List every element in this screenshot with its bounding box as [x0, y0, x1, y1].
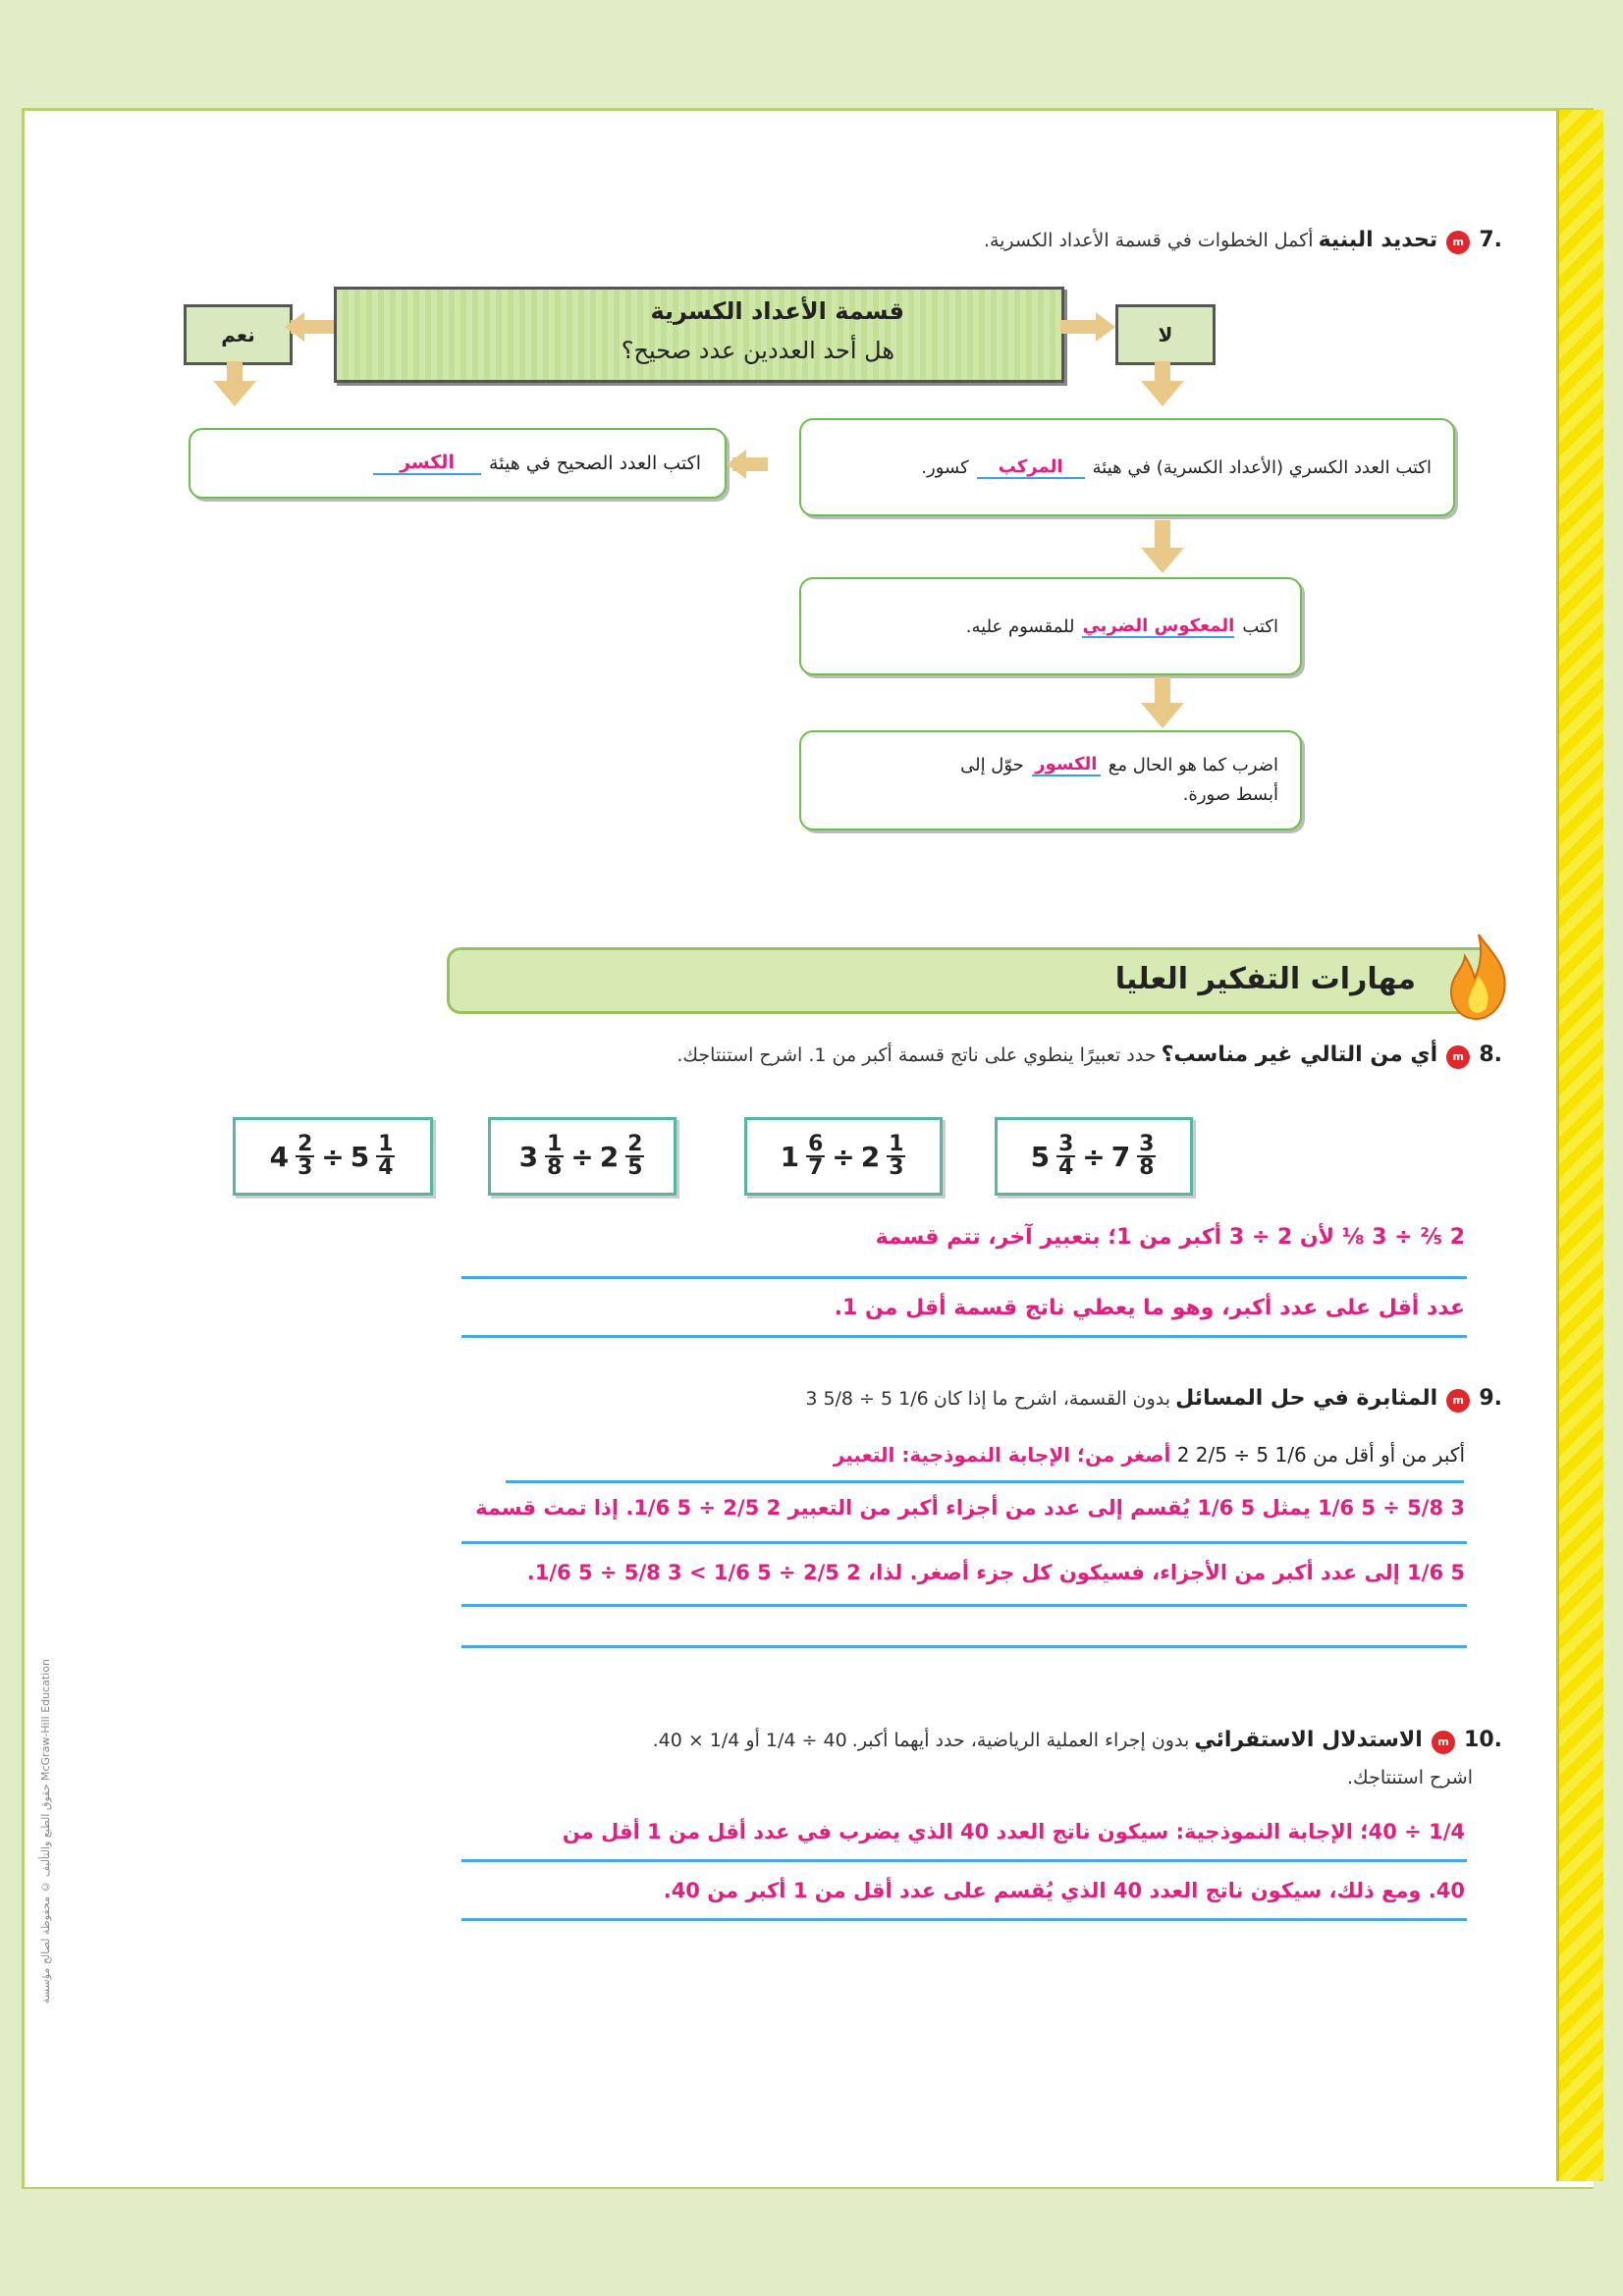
q7-title: تحديد البنية [1318, 228, 1438, 252]
whole: 5 [350, 1140, 370, 1173]
m-icon: m [1446, 1389, 1470, 1413]
flow-box-3 [799, 730, 1302, 830]
q8-number: .8 [1479, 1042, 1502, 1067]
q9-line-2 [550, 1443, 1465, 1467]
arrow-yes-stem [227, 361, 243, 383]
answer-rule [461, 1918, 1467, 1921]
q8-title: أي من التالي غير مناسب؟ [1161, 1042, 1438, 1067]
fraction: $\frac{3}{8}$ [1139, 1132, 1155, 1180]
q8-option-1[interactable] [233, 1117, 433, 1196]
fraction: $\frac{1}{3}$ [889, 1132, 904, 1180]
q8-header [432, 1042, 1502, 1069]
arrow-3-head [1141, 703, 1184, 728]
q9-answer-line-1: 3 5/8 ÷ 5 1/6 يمثل 5 1/6 يُقسم إلى عدد من أجزاء أكبر من التعبير 2 2/5 ÷ 5 1/6. إذا تمت قسمة [475, 1496, 1465, 1520]
q7-header [550, 228, 1502, 254]
flow-box-no [799, 418, 1455, 516]
q10-number: .10 [1464, 1728, 1502, 1752]
m-icon: m [1446, 1045, 1470, 1069]
q8-answer-line-1 [461, 1225, 1465, 1250]
arrow-no-head [1141, 381, 1184, 406]
flame-icon [1443, 931, 1514, 1021]
fraction: $\frac{1}{8}$ [547, 1132, 563, 1180]
m-icon: m [1432, 1731, 1455, 1754]
answer-rule [461, 1859, 1467, 1862]
arrow-right-head [1096, 312, 1115, 342]
q9-title: المثابرة في حل المسائل [1175, 1386, 1438, 1411]
flow-box-no-post: كسور. [921, 456, 969, 478]
flow-box-2-post: للمقسوم عليه. [965, 615, 1075, 637]
arrow-mid-head [727, 450, 746, 479]
arrow-right-shaft [1060, 320, 1100, 334]
q10-title: الاستدلال الاستقرائي [1194, 1728, 1423, 1752]
q10-answer-line-1: 1/4 ÷ 40؛ الإجابة النموذجية: سيكون ناتج العدد 40 الذي يضرب في عدد أقل من 1 أقل من [562, 1820, 1465, 1843]
copyright-credit: حقوق الطبع والتأليف © محفوظة لصالح مؤسسة McGraw-Hill Education [39, 1659, 52, 2004]
q8-option-3[interactable] [744, 1117, 943, 1196]
flow-main-title: قسمة الأعداد الكسرية [650, 297, 904, 325]
flow-box-yes-answer: الكسر [373, 452, 481, 475]
flow-box-3-text: اضرب كما هو الحال مع [1108, 755, 1278, 775]
whole: 2 [860, 1140, 881, 1173]
flow-box-3-line2: أبسط صورة. [1182, 784, 1278, 805]
q10-text-math: 40 ÷ 1/4 أو 1/4 × 40. [652, 1730, 847, 1751]
whole: 3 [518, 1140, 539, 1173]
answer-rule [461, 1541, 1467, 1544]
flow-box-no-text: اكتب العدد الكسري (الأعداد الكسرية) في هيئة [1092, 456, 1432, 478]
arrow-no-stem [1155, 361, 1170, 383]
flow-main-box [334, 287, 1064, 383]
flow-box-3-post: حوّل إلى [960, 755, 1024, 775]
flow-box-yes-text: اكتب العدد الصحيح في هيئة [489, 453, 701, 474]
fraction: $\frac{1}{4}$ [378, 1132, 394, 1180]
flow-box-2-answer: المعكوس الضربي [1082, 614, 1235, 636]
q8-answer-line-2: عدد أقل على عدد أكبر، وهو ما يعطي ناتج قسمة أقل من 1. [834, 1296, 1465, 1320]
divide-sign: ÷ [832, 1140, 855, 1173]
flow-box-no-answer: المركب [977, 456, 1085, 479]
flow-box-yes [189, 428, 727, 499]
fraction: $\frac{2}{5}$ [627, 1132, 643, 1180]
answer-rule [461, 1645, 1467, 1648]
m-icon: m [1446, 231, 1470, 254]
divide-sign: ÷ [570, 1140, 594, 1173]
flow-box-2-text: اكتب [1242, 615, 1278, 637]
whole: 5 [1030, 1140, 1051, 1173]
q9-line2-answer: أصغر من؛ الإجابة النموذجية: التعبير [833, 1443, 1171, 1467]
divide-sign: ÷ [321, 1140, 345, 1173]
q10-header [461, 1728, 1502, 1754]
arrow-yes-head [213, 381, 256, 406]
q9-text-math: 3 5/8 ÷ 5 1/6 [805, 1388, 929, 1410]
whole: 4 [269, 1140, 290, 1173]
flow-no-box: لا [1115, 304, 1216, 365]
arrow-2-head [1141, 548, 1184, 573]
answer-rule [506, 1480, 1464, 1483]
q8-answer-text-1: لأن 2 ÷ 3 أكبر من 1؛ بتعبير آخر، تتم قسمة [875, 1225, 1335, 1250]
flow-box-3-answer: الكسور [1032, 754, 1101, 776]
arrow-2-stem [1155, 520, 1170, 550]
flow-yes-box: نعم [184, 304, 293, 365]
section-title: مهارات التفكير العليا [1114, 962, 1416, 996]
answer-rule [461, 1276, 1467, 1279]
arrow-left-head [285, 312, 304, 342]
flow-main-question: هل أحد العددين عدد صحيح؟ [621, 337, 894, 364]
q7-number: .7 [1479, 228, 1502, 252]
fraction: $\frac{6}{7}$ [808, 1132, 824, 1180]
fraction: $\frac{2}{3}$ [298, 1132, 313, 1180]
q8-option-2[interactable] [488, 1117, 676, 1196]
q10-line-2: اشرح استنتاجك. [1347, 1767, 1473, 1789]
q8-answer-math: 2 ⅖ ÷ 3 ⅛ [1341, 1225, 1465, 1250]
q9-number: .9 [1479, 1386, 1502, 1411]
answer-rule [461, 1335, 1467, 1338]
q10-text: بدون إجراء العملية الرياضية، حدد أيهما أكبر. [851, 1730, 1190, 1751]
q8-option-4[interactable] [995, 1117, 1193, 1196]
q9-line2-text: أكبر من أو أقل من [1313, 1443, 1465, 1467]
divide-sign: ÷ [1082, 1140, 1106, 1173]
q9-answer-line-2: 5 1/6 إلى عدد أكبر من الأجزاء، فسيكون كل جزء أصغر. لذا، 2 2/5 ÷ 5 1/6 > 3 5/8 ÷ 5 1/6. [526, 1561, 1465, 1584]
q9-line2-math: 2 2/5 ÷ 5 1/6 [1176, 1443, 1307, 1467]
q9-text: بدون القسمة، اشرح ما إذا كان [933, 1388, 1171, 1410]
answer-rule [461, 1604, 1467, 1607]
section-banner [447, 947, 1495, 1014]
q7-text: أكمل الخطوات في قسمة الأعداد الكسرية. [983, 230, 1314, 251]
whole: 7 [1110, 1140, 1131, 1173]
flow-box-2 [799, 577, 1302, 675]
q9-header [550, 1386, 1502, 1413]
q8-text: حدد تعبيرًا ينطوي على ناتج قسمة أكبر من 1. اشرح استنتاجك. [676, 1044, 1157, 1066]
side-band [1556, 110, 1603, 2181]
whole: 2 [599, 1140, 620, 1173]
fraction: $\frac{3}{4}$ [1058, 1132, 1074, 1180]
q10-answer-line-2: 40. ومع ذلك، سيكون ناتج العدد 40 الذي يُقسم على عدد أقل من 1 أكبر من 40. [663, 1879, 1465, 1902]
flow-box-3-line1 [801, 754, 1278, 776]
whole: 1 [780, 1140, 800, 1173]
